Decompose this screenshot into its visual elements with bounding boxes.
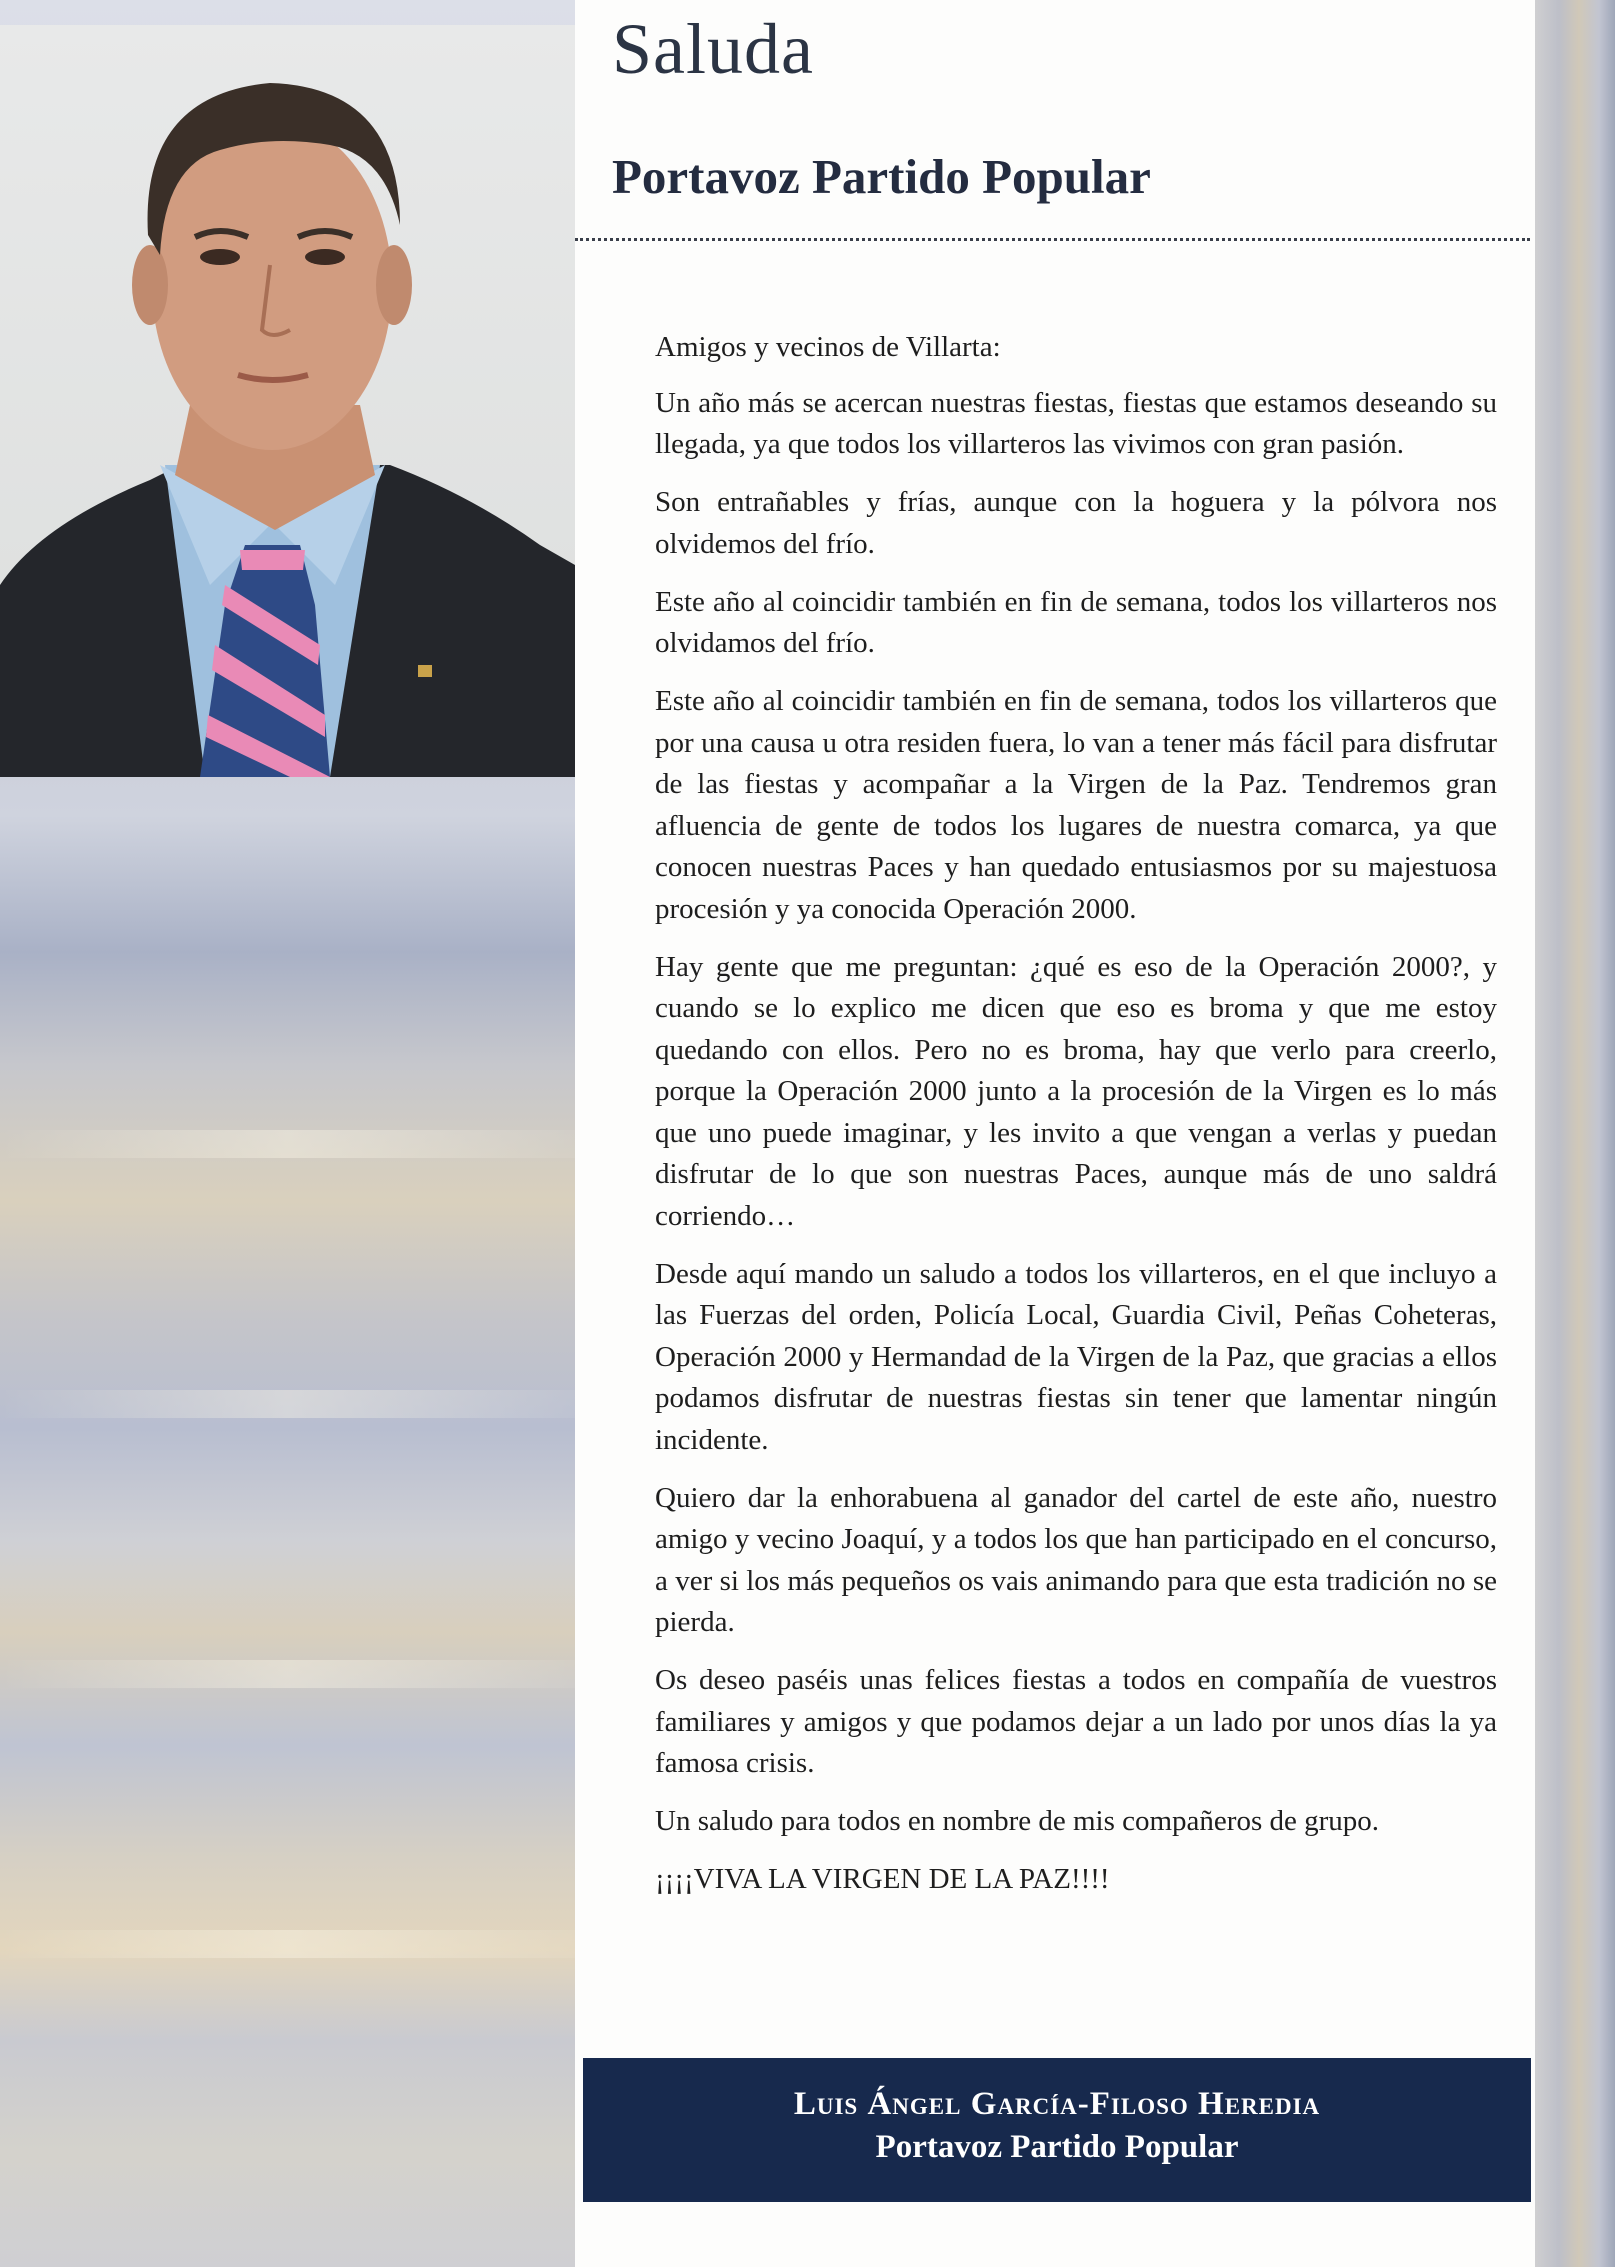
letter-paragraph: Este año al coincidir también en fin de semana, todos los villarteros que por una causa u otra residen fuera, lo van a tener más fácil para disfrutar de las fiestas y acompañar a la Virgen de la Paz. Tendremos gran afluencia de gente de todos los lugares de nuestra comarca, ya que conocen nuestras Paces y han quedado entusiasmos por su majestuosa procesión y ya conocida Operación 2000. <box>655 685 1497 925</box>
letter-paragraph: Un año más se acercan nuestras fiestas, fiestas que estamos deseando su llegada, ya que todos los villarteros las vivimos con gran pasión. <box>655 386 1497 460</box>
page-subtitle: Portavoz Partido Popular <box>612 149 1151 204</box>
page-edge <box>1535 0 1615 2267</box>
letter-paragraph: Son entrañables y frías, aunque con la hoguera y la pólvora nos olvidemos del frío. <box>655 486 1497 560</box>
letter-closing: ¡¡¡¡VIVA LA VIRGEN DE LA PAZ!!!! <box>655 1863 1110 1895</box>
letter-body <box>655 327 1497 1917</box>
page-title: Saluda <box>612 9 814 89</box>
portrait-photo <box>0 25 575 777</box>
letter-greeting: Amigos y vecinos de Villarta: <box>655 331 1001 363</box>
letter-paragraph: Os deseo paséis unas felices fiestas a todos en compañía de vuestros familiares y amigos y que podamos dejar a un lado por unos días la ya famosa crisis. <box>655 1664 1497 1779</box>
dotted-divider <box>575 238 1530 241</box>
letter-paragraph: Desde aquí mando un saludo a todos los villarteros, en el que incluyo a las Fuerzas del orden, Policía Local, Guardia Civil, Peñas Coheteras, Operación 2000 y Hermandad de la Virgen de la Paz, que gracias a ellos podamos disfrutar de nuestras fiestas sin tener que lamentar ningún incidente. <box>655 1257 1497 1456</box>
letter-paragraph: Quiero dar la enhorabuena al ganador del cartel de este año, nuestro amigo y vecino Joaquí, y a todos los que han participado en el concurso, a ver si los más pequeños os vais animando para que esta tradición no se pierda. <box>655 1481 1497 1638</box>
letter-paragraph: Hay gente que me preguntan: ¿qué es eso de la Operación 2000?, y cuando se lo explico me dicen que eso es broma y que me estoy quedando con ellos. Pero no es broma, hay que verlo para creerlo, porque la Operación 2000 junto a la procesión de la Virgen es lo más que uno puede imaginar, y les invito a que vengan a verlas y puedan disfrutar de lo que son nuestras Paces, aunque más de uno saldrá corriendo… <box>655 950 1497 1232</box>
signature-role: Portavoz Partido Popular <box>875 2129 1239 2165</box>
letter-paragraph: Un saludo para todos en nombre de mis compañeros de grupo. <box>655 1805 1380 1837</box>
signature-band <box>583 2058 1531 2202</box>
signature-name: Luis Ángel García-Filoso Heredia <box>793 2086 1321 2122</box>
letter-paragraph: Este año al coincidir también en fin de semana, todos los villarteros nos olvidamos del frío. <box>655 585 1497 659</box>
